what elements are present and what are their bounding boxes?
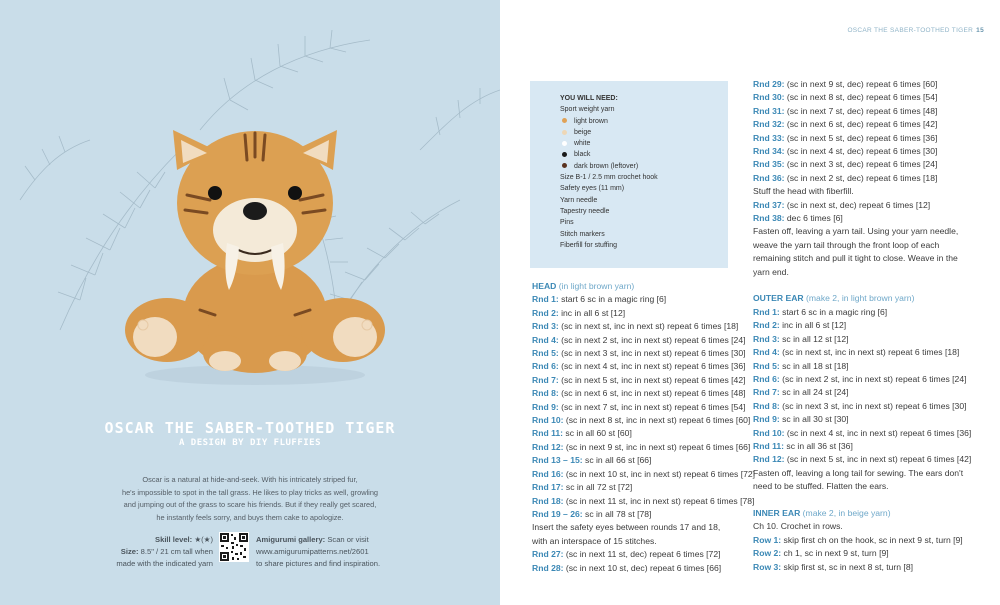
round-label: Rnd 2: (532, 307, 559, 318)
instruction-text: with an interspace of 15 stitches. (532, 535, 657, 546)
round-text: (sc in next 5 st, inc in next st) repeat 6 times [42] (558, 374, 746, 385)
round-label: Rnd 3: (753, 333, 780, 344)
round-text: inc in all 6 st [12] (779, 320, 847, 331)
section-heading: OUTER EAR (make 2, in light brown yarn) (753, 293, 915, 304)
color-label: light brown (574, 117, 608, 125)
pattern-round (532, 387, 755, 400)
intro-line: and jumping out of the grass to scare his friends. But if they really get scared, (123, 500, 377, 510)
color-dot-icon (562, 130, 567, 135)
round-label: Rnd 6: (532, 361, 559, 372)
round-text: sc in all 78 st [78] (582, 508, 652, 519)
round-label: Rnd 10: (532, 415, 564, 426)
color-label: white (574, 140, 591, 148)
round-text: (sc in next 10 st, dec) repeat 6 times [66] (563, 562, 722, 573)
pattern-round (532, 548, 755, 561)
pattern-round (532, 427, 755, 440)
pattern-round (753, 158, 971, 171)
round-text: (sc in next 4 st, inc in next st) repeat 6 times [36] (784, 427, 972, 438)
gallery-text: Scan or visit (327, 535, 369, 544)
head-and-ear-instructions (753, 78, 971, 574)
round-text: (sc in next 5 st, dec) repeat 6 times [36] (784, 132, 938, 143)
pattern-round (532, 454, 755, 467)
round-text: start 6 sc in a magic ring [6] (779, 306, 888, 317)
pattern-round (532, 334, 755, 347)
round-text: (sc in next 2 st, inc in next st) repeat 6 times [24] (779, 373, 967, 384)
round-text: start 6 sc in a magic ring [6] (558, 294, 667, 305)
round-text: (sc in next 5 st, inc in next st) repeat 6 times [42] (784, 454, 972, 465)
round-label: Rnd 34: (753, 146, 785, 157)
round-label: Rnd 7: (532, 374, 559, 385)
round-label: Rnd 37: (753, 199, 785, 210)
round-label: Rnd 1: (532, 294, 559, 305)
round-label: Rnd 11: (753, 440, 785, 451)
pattern-round (753, 453, 971, 466)
pattern-round (532, 481, 755, 494)
round-text: sc in all 24 st [24] (779, 387, 849, 398)
running-head-title: OSCAR THE SABER-TOOTHED TIGER (847, 27, 974, 34)
materials-box (530, 81, 728, 268)
round-text: ch 1, sc in next 9 st, turn [9] (781, 548, 889, 559)
round-label: Rnd 1: (753, 306, 780, 317)
color-item (560, 116, 658, 127)
material-item: Safety eyes (11 mm) (560, 185, 625, 193)
gallery-url[interactable]: www.amigurumipatterns.net/2601 (256, 547, 369, 556)
instruction-text: weave the yarn tail through the front loop of each (753, 239, 940, 250)
round-text: (sc in next 4 st, dec) repeat 6 times [30] (784, 146, 938, 157)
color-dot-icon (562, 163, 567, 168)
round-text: (sc in next 3 st, dec) repeat 6 times [24] (784, 159, 938, 170)
pattern-round (532, 320, 755, 333)
round-label: Rnd 10: (753, 427, 785, 438)
instruction-text: Fasten off, leaving a long tail for sewing. The ears don't (753, 467, 964, 478)
pattern-round (753, 319, 971, 332)
pattern-round (753, 427, 971, 440)
round-text: (sc in next 8 st, dec) repeat 6 times [54] (784, 92, 938, 103)
pattern-round (753, 400, 971, 413)
round-label: Rnd 35: (753, 159, 785, 170)
round-label: Rnd 11: (532, 428, 564, 439)
round-label: Rnd 9: (753, 414, 780, 425)
pattern-title: OSCAR THE SABER-TOOTHED TIGER (104, 419, 396, 437)
round-label: Row 2: (753, 548, 782, 559)
round-label: Rnd 32: (753, 119, 785, 130)
pattern-round (532, 307, 755, 320)
pattern-round (753, 78, 971, 91)
pattern-round (753, 373, 971, 386)
round-text: (sc in next 9 st, dec) repeat 6 times [60] (784, 79, 938, 89)
pattern-round (532, 293, 755, 306)
pattern-round (753, 118, 971, 131)
material-item: Stitch markers (560, 230, 605, 238)
intro-line: he's impossible to spot in the tall grass. He likes to play tricks as well, growling (121, 487, 379, 497)
instruction-text: Insert the safety eyes between rounds 17 and 18, (532, 522, 721, 533)
color-dot-icon (562, 152, 567, 157)
round-label: Rnd 8: (532, 388, 559, 399)
round-text: (sc in next 7 st, dec) repeat 6 times [48] (784, 105, 938, 116)
round-text: (sc in next 6 st, dec) repeat 6 times [42] (784, 119, 938, 130)
color-dot-icon (562, 141, 567, 146)
tiger-amigurumi-photo (115, 115, 395, 390)
skill-size-info (105, 534, 213, 570)
instruction-text: Stuff the head with fiberfill. (753, 186, 854, 197)
round-text: skip first st, sc in next 8 st, turn [8] (781, 561, 913, 572)
pattern-round (532, 360, 755, 373)
round-text: skip first ch on the hook, sc in next 9 st, turn [9] (781, 534, 963, 545)
size-value-2: made with the indicated yarn (116, 559, 213, 568)
round-label: Rnd 33: (753, 132, 785, 143)
round-label: Rnd 9: (532, 401, 559, 412)
round-label: Rnd 12: (532, 441, 564, 452)
round-label: Rnd 8: (753, 400, 780, 411)
intro-line: he instantly feels sorry, and buys them cake to apologize. (156, 512, 344, 522)
color-item (560, 161, 658, 172)
round-label: Rnd 4: (532, 334, 559, 345)
pattern-round (753, 132, 971, 145)
round-text: inc in all 6 st [12] (558, 307, 626, 318)
round-text: dec 6 times [6] (784, 213, 843, 224)
size-value: 8.5" / 21 cm tall when (140, 547, 213, 556)
pattern-round (753, 333, 971, 346)
material-item: Tapestry needle (560, 207, 610, 215)
pattern-round (753, 346, 971, 359)
round-text: sc in all 60 st [60] (563, 428, 632, 439)
pattern-round (753, 440, 971, 453)
round-label: Rnd 6: (753, 373, 780, 384)
gallery-label: Amigurumi gallery: (256, 535, 326, 544)
pattern-round (753, 145, 971, 158)
instruction-text: need to be stuffed. Flatten the ears. (753, 481, 889, 492)
color-item (560, 138, 658, 149)
round-label: Rnd 16: (532, 468, 564, 479)
round-text: (sc in next st, dec) repeat 6 times [12] (784, 199, 931, 210)
size-label: Size: (120, 547, 139, 556)
round-text: (sc in next 2 st, inc in next st) repeat 6 times [24] (558, 334, 746, 345)
round-text: (sc in next 6 st, inc in next st) repeat 6 times [48] (558, 388, 746, 399)
gallery-info (256, 534, 406, 570)
round-label: Rnd 17: (532, 482, 564, 493)
round-text: (sc in next 7 st, inc in next st) repeat 6 times [54] (558, 401, 746, 412)
pattern-round (532, 495, 755, 508)
pattern-round (532, 508, 755, 521)
round-text: sc in all 66 st [66] (582, 455, 652, 466)
round-text: (sc in next 8 st, inc in next st) repeat 6 times [60] (563, 415, 751, 426)
round-text: (sc in next 10 st, inc in next st) repeat 6 times [72] (563, 468, 756, 479)
round-text: sc in all 72 st [72] (563, 482, 633, 493)
round-label: Rnd 12: (753, 454, 785, 465)
round-label: Rnd 19 – 26: (532, 508, 583, 519)
round-label: Rnd 31: (753, 105, 785, 116)
round-text: sc in all 12 st [12] (779, 333, 849, 344)
round-text: sc in all 18 st [18] (779, 360, 849, 371)
pattern-round (753, 306, 971, 319)
skill-value: ★(★) (194, 535, 213, 544)
material-item: Yarn needle (560, 196, 598, 204)
yarn-weight: Sport weight yarn (560, 106, 615, 114)
pattern-round (753, 547, 971, 560)
pattern-round (753, 172, 971, 185)
color-label: black (574, 151, 591, 159)
pattern-round (532, 562, 755, 575)
color-label: beige (574, 128, 592, 136)
color-item (560, 127, 658, 138)
round-label: Row 3: (753, 561, 782, 572)
round-label: Rnd 38: (753, 213, 785, 224)
round-text: (sc in next 4 st, inc in next st) repeat 6 times [36] (558, 361, 746, 372)
pattern-round (532, 347, 755, 360)
round-text: (sc in next st, inc in next st) repeat 6 times [18] (779, 347, 960, 358)
color-dot-icon (562, 118, 567, 123)
round-label: Rnd 28: (532, 562, 564, 573)
pattern-round (532, 401, 755, 414)
pattern-round (753, 561, 971, 574)
round-label: Rnd 13 – 15: (532, 455, 583, 466)
round-text: (sc in next 2 st, dec) repeat 6 times [18] (784, 172, 938, 183)
round-text: (sc in next 3 st, inc in next st) repeat 6 times [30] (779, 400, 967, 411)
intro-text (110, 474, 390, 524)
color-item (560, 149, 658, 160)
instruction-text: remaining stitch and pull it tight to close. Weave in the (753, 253, 958, 264)
round-text: (sc in next 11 st, dec) repeat 6 times [72] (563, 549, 721, 560)
section-heading: INNER EAR (make 2, in beige yarn) (753, 507, 891, 518)
pattern-round (753, 413, 971, 426)
pattern-round (532, 468, 755, 481)
head-instructions (532, 280, 755, 575)
round-text: (sc in next 9 st, inc in next st) repeat 6 times [66] (563, 441, 751, 452)
round-label: Rnd 29: (753, 79, 785, 89)
color-label: dark brown (leftover) (574, 162, 639, 170)
pattern-designer: A DESIGN BY DIY FLUFFIES (178, 438, 322, 448)
material-item: Pins (560, 219, 574, 227)
round-label: Rnd 27: (532, 549, 564, 560)
material-item: Size B-1 / 2.5 mm crochet hook (560, 174, 658, 182)
round-label: Rnd 30: (753, 92, 785, 103)
round-label: Rnd 3: (532, 321, 559, 332)
pattern-round (753, 386, 971, 399)
instruction-text: yarn end. (753, 266, 789, 277)
instruction-text: Fasten off, leaving a yarn tail. Using your yarn needle, (753, 226, 959, 237)
skill-label: Skill level: (155, 535, 193, 544)
round-label: Rnd 36: (753, 172, 785, 183)
materials-title: YOU WILL NEED: (560, 95, 618, 102)
pattern-round (532, 374, 755, 387)
running-head (847, 27, 984, 34)
pattern-round (753, 91, 971, 104)
section-heading: HEAD (in light brown yarn) (532, 281, 635, 291)
page-number: 15 (976, 27, 984, 34)
pattern-round (753, 199, 971, 212)
pattern-round (753, 534, 971, 547)
round-label: Rnd 5: (532, 348, 559, 359)
round-label: Rnd 5: (753, 360, 780, 371)
round-text: (sc in next 3 st, inc in next st) repeat 6 times [30] (558, 348, 746, 359)
material-item: Fiberfill for stuffing (560, 241, 618, 249)
round-label: Rnd 18: (532, 495, 564, 506)
pattern-round (753, 212, 971, 225)
instruction-text: Ch 10. Crochet in rows. (753, 521, 843, 532)
round-label: Rnd 2: (753, 320, 780, 331)
gallery-text: to share pictures and find inspiration. (256, 559, 381, 568)
round-label: Row 1: (753, 534, 782, 545)
qr-code-icon[interactable] (219, 532, 249, 562)
pattern-round (753, 360, 971, 373)
round-text: sc in all 30 st [30] (779, 414, 849, 425)
round-label: Rnd 4: (753, 347, 780, 358)
round-text: sc in all 36 st [36] (784, 440, 853, 451)
round-text: (sc in next st, inc in next st) repeat 6 times [18] (558, 321, 739, 332)
round-text: (sc in next 11 st, inc in next st) repeat 6 times [78] (563, 495, 755, 506)
round-label: Rnd 7: (753, 387, 780, 398)
pattern-round (532, 414, 755, 427)
pattern-round (532, 441, 755, 454)
pattern-round (753, 105, 971, 118)
intro-line: Oscar is a natural at hide-and-seek. With his intricately striped fur, (142, 475, 358, 484)
